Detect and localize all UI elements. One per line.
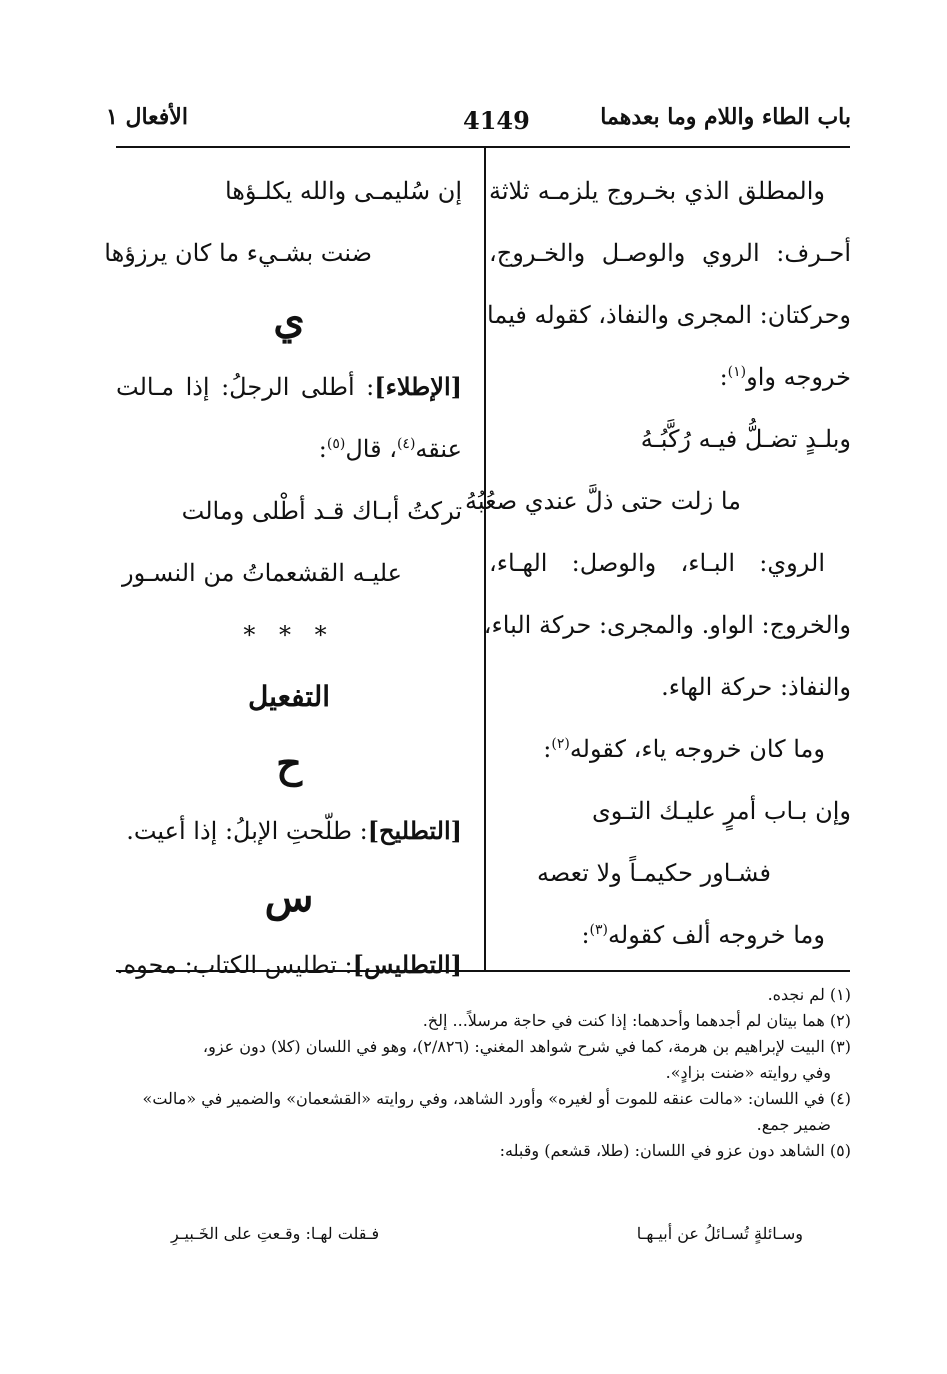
text-fragment: : bbox=[581, 921, 590, 949]
footnote-ref[interactable]: (٤) bbox=[396, 436, 416, 452]
verse-line: ضنت بشـيء ما كان يرزؤها bbox=[104, 239, 372, 267]
text-line: والخروج: الواو. والمجرى: حركة الباء، bbox=[483, 611, 851, 639]
footnote-ref[interactable]: (١) bbox=[727, 364, 747, 380]
entry-line bbox=[116, 356, 462, 418]
text-fragment: وما خروجه ألف كقوله bbox=[608, 921, 825, 949]
footnote-ref[interactable]: (٥) bbox=[326, 436, 346, 452]
text-fragment: وما كان خروجه ياء، كقوله bbox=[569, 735, 825, 763]
entry-term: [الإطلاء] bbox=[374, 372, 462, 401]
footnote-ref[interactable]: (٣) bbox=[589, 922, 609, 938]
text-fragment: : bbox=[318, 435, 327, 463]
text-line: أحـرف: الروي والوصـل والخـروج، bbox=[489, 239, 851, 267]
running-title: باب الطاء واللام وما بعدهما bbox=[600, 104, 851, 130]
footnote: (١) لم نجده. bbox=[767, 985, 851, 1004]
text-line bbox=[489, 346, 851, 408]
footnote-ref[interactable]: (٢) bbox=[551, 736, 570, 752]
letter-heading-sin: س bbox=[264, 874, 314, 921]
entry-definition: : تطليس الكتاب: محوه. bbox=[116, 951, 353, 979]
entry-definition: : أطلى الرجلُ: إذا مـالت bbox=[116, 373, 375, 401]
text-line: والمطلق الذي بخـروج يلزمـه ثلاثة bbox=[489, 177, 825, 205]
text-line bbox=[489, 718, 851, 780]
page-number: 4149 bbox=[463, 106, 530, 135]
verse-line: ما زلت حتى ذلَّ عندي صعُبُهُ bbox=[465, 487, 741, 515]
footnote-continuation: ضمير جمع. bbox=[756, 1115, 831, 1134]
verse-hemistich: فـقلت لهـا: وقـعتِ على الخَـبيـرِ bbox=[171, 1224, 380, 1243]
footnote: (٢) هما بيتان لم أجدهما وأحدهما: إذا كنت في حاجة مرسلاً... إلخ. bbox=[422, 1011, 851, 1030]
text-fragment: عنقه bbox=[415, 435, 462, 463]
verse-line: إن سُليمـى والله يكلـؤها bbox=[224, 177, 462, 205]
verse-line: فشـاور حكيمـاً ولا تعصه bbox=[536, 859, 771, 887]
header-rule bbox=[116, 146, 850, 148]
entry-line bbox=[116, 418, 462, 480]
right-column bbox=[465, 160, 851, 966]
text-line: وحركتان: المجرى والنفاذ، كقوله فيما bbox=[487, 301, 851, 329]
entry-term: [التطليس] bbox=[352, 950, 462, 979]
footnote-verse bbox=[117, 1224, 851, 1250]
entry-definition: : طلّحتِ الإبلُ: إذا أعيت. bbox=[126, 817, 368, 845]
text-fragment: : bbox=[543, 735, 552, 763]
text-line: الروي: البـاء، والوصل: الهـاء، bbox=[489, 549, 825, 577]
section-divider-stars: * * * bbox=[243, 621, 335, 649]
verse-line: وإن بـاب أمرٍ عليـك التـوى bbox=[592, 797, 851, 825]
left-column bbox=[104, 160, 462, 996]
footnote: (٥) الشاهد دون عزو في اللسان: (طلا، قشعم) وقبله: bbox=[499, 1141, 851, 1160]
section-heading: التفعيل bbox=[247, 680, 331, 713]
text-fragment: : bbox=[719, 363, 728, 391]
verse-line: تركتُ أبـاك قـد أطْلى ومالت bbox=[181, 497, 462, 525]
text-line: والنفاذ: حركة الهاء. bbox=[661, 673, 851, 701]
verse-line: وبلـدٍ تضـلُّ فيـه رُكَّبُـهُ bbox=[640, 425, 851, 453]
chapter-title: الأفعال ١ bbox=[106, 104, 188, 130]
text-fragment: ، قال bbox=[345, 435, 397, 463]
footnotes bbox=[117, 982, 851, 1164]
verse-hemistich: وسـائلةٍ تُسـائلُ عن أبيـهـا bbox=[636, 1224, 803, 1243]
column-separator bbox=[484, 148, 486, 970]
footnote: (٤) في اللسان: «مالت عنقه للموت أو لغيره» وأورد الشاهد، وفي روايته «القشعمان» والضمير في «مالت» bbox=[142, 1089, 851, 1108]
text-fragment: خروجه واو bbox=[746, 363, 851, 391]
entry-line bbox=[116, 800, 462, 862]
letter-heading-ya: ي bbox=[273, 296, 305, 343]
verse-line: عليـه القشعماتُ من النسـور bbox=[122, 559, 402, 587]
text-line bbox=[489, 904, 851, 966]
footnote: (٣) البيت لإبراهيم بن هرمة، كما في شرح شواهد المغني: (٢/٨٢٦)، وهو في اللسان (كلا) دون عزو، bbox=[202, 1037, 851, 1056]
footnote-rule bbox=[116, 970, 850, 972]
letter-heading-ha: ح bbox=[276, 740, 302, 787]
entry-term: [التطليح] bbox=[367, 816, 462, 845]
footnote-continuation: وفي روايته «ضنت بزادٍ». bbox=[665, 1063, 831, 1082]
